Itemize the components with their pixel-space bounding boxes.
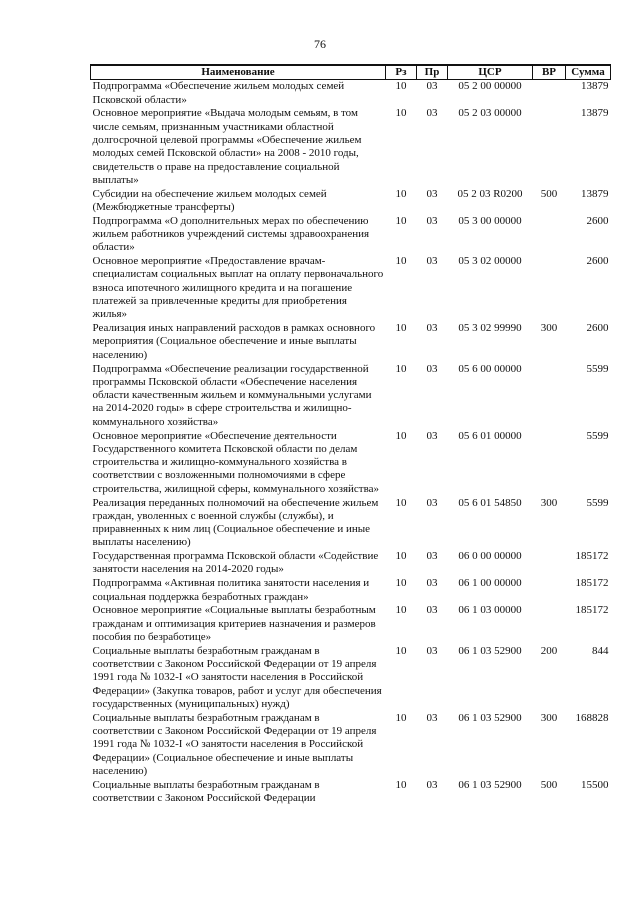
cell-csr: 05 2 03 00000 (458, 107, 522, 120)
cell-name: Социальные выплаты безработным гражданам в соответствии с Законом Российской Федерации от 19 апреля 1991 года № 1032-I «О занятости населения в Российской Федерации» (Социальное обеспечение и иные выплаты населению) (92, 711, 377, 777)
cell-sum: 2600 (586, 255, 609, 268)
cell-sum: 13879 (581, 80, 609, 93)
cell-rz: 10 (395, 496, 407, 509)
cell-rz: 10 (395, 187, 407, 200)
cell-name: Социальные выплаты безработным гражданам в соответствии с Законом Российской Федерации (92, 778, 320, 805)
cell-vr (533, 80, 566, 108)
table-row (91, 604, 611, 644)
cell-sum: 844 (592, 644, 609, 657)
cell-name: Государственная программа Псковской области «Содействие занятости населения на 2014-2020 годы» (92, 550, 379, 576)
cell-vr (533, 107, 566, 187)
cell-pr: 03 (426, 577, 438, 590)
cell-sum: 168828 (575, 711, 609, 724)
cell-rz: 10 (395, 577, 407, 590)
cell-sum: 13879 (581, 187, 609, 200)
table-row (91, 645, 611, 712)
cell-pr: 03 (426, 550, 438, 563)
cell-name: Основное мероприятие «Предоставление врачам-специалистам социальных выплат на оплату первоначального взноса ипотечного жилищного кредита и на погашение платежей за привлеченные кредиты для приобретения жилья» (92, 255, 384, 321)
cell-vr (533, 255, 566, 322)
cell-vr: 500 (540, 778, 558, 791)
cell-vr (533, 550, 566, 577)
cell-pr: 03 (426, 214, 438, 227)
cell-name: Социальные выплаты безработным гражданам в соответствии с Законом Российской Федерации от 19 апреля 1991 года № 1032-I «О занятости населения в Российской Федерации» (Закупка товаров, работ и услуг для обеспечения государственных (муниципальных) нужд) (92, 644, 382, 710)
cell-name: Реализация переданных полномочий на обеспечение жильем граждан, уволенных с военной службы (службы), и приравненных к ним лиц (Социальное обеспечение и иные выплаты населению) (92, 496, 379, 549)
cell-rz: 10 (395, 644, 407, 657)
cell-vr (533, 363, 566, 430)
cell-csr: 05 2 03 R0200 (457, 187, 523, 200)
cell-pr: 03 (426, 362, 438, 375)
cell-rz: 10 (395, 322, 407, 335)
cell-csr: 05 6 01 54850 (458, 496, 522, 509)
table-row (91, 577, 611, 604)
cell-pr: 03 (426, 604, 438, 617)
cell-csr: 05 3 00 00000 (458, 214, 522, 227)
cell-name: Основное мероприятие «Обеспечение деятельности Государственного комитета Псковской области по делам строительства и жилищно-коммунального хозяйства в соответствии с возложенными полномочиями в сфере строительства, жилищной сферы, коммунального хозяйства» (92, 429, 380, 495)
cell-vr (533, 215, 566, 255)
table-row (91, 80, 611, 108)
cell-pr: 03 (426, 429, 438, 442)
cell-sum: 5599 (586, 429, 609, 442)
header-rz: Рз (386, 65, 417, 80)
header-pr: Пр (417, 65, 448, 80)
cell-csr: 05 6 00 00000 (458, 362, 522, 375)
header-vr: ВР (533, 65, 566, 80)
cell-rz: 10 (395, 711, 407, 724)
cell-sum: 2600 (586, 322, 609, 335)
cell-csr: 06 1 00 00000 (458, 577, 522, 590)
cell-pr: 03 (426, 107, 438, 120)
table-row (91, 430, 611, 497)
cell-pr: 03 (426, 711, 438, 724)
cell-pr: 03 (426, 778, 438, 791)
cell-rz: 10 (395, 550, 407, 563)
cell-csr: 06 0 00 00000 (458, 550, 522, 563)
cell-rz: 10 (395, 107, 407, 120)
table-row (91, 363, 611, 430)
cell-vr: 300 (540, 496, 558, 509)
cell-sum: 185172 (575, 550, 609, 563)
cell-pr: 03 (426, 80, 438, 93)
cell-name: Основное мероприятие «Выдача молодым семьям, в том числе семьям, признанным участниками областной долгосрочной целевой программы «Обеспечение жильем молодых семей Псковской области» на 2008 - 2010 годы, свидетельств о праве на предоставление социальной выплаты» (92, 107, 362, 186)
cell-vr: 200 (540, 644, 558, 657)
cell-vr: 300 (540, 322, 558, 335)
table-row (91, 712, 611, 779)
cell-csr: 06 1 03 00000 (458, 604, 522, 617)
table-header-row (91, 65, 611, 80)
cell-name: Субсидии на обеспечение жильем молодых семей (Межбюджетные трансферты) (92, 187, 327, 213)
cell-pr: 03 (426, 255, 438, 268)
header-csr: ЦСР (448, 65, 533, 80)
cell-vr (533, 430, 566, 497)
cell-sum: 13879 (581, 107, 609, 120)
cell-csr: 05 3 02 00000 (458, 255, 522, 268)
table-body (91, 80, 611, 806)
cell-vr (533, 604, 566, 644)
cell-csr: 05 6 01 00000 (458, 429, 522, 442)
cell-vr (533, 577, 566, 604)
cell-rz: 10 (395, 214, 407, 227)
header-name: Наименование (91, 65, 386, 80)
table-row (91, 322, 611, 362)
table-row (91, 550, 611, 577)
cell-rz: 10 (395, 255, 407, 268)
cell-name: Подпрограмма «О дополнительных мерах по обеспечению жильем работников учреждений системы здравоохранения области» (92, 214, 370, 254)
header-sum: Сумма (566, 65, 611, 80)
cell-name: Реализация иных направлений расходов в рамках основного мероприятия (Социальное обеспечение и иные выплаты населению) (92, 322, 376, 361)
cell-pr: 03 (426, 644, 438, 657)
page-number: 76 (314, 37, 326, 51)
cell-sum: 5599 (586, 496, 609, 509)
cell-pr: 03 (426, 496, 438, 509)
table-row (91, 497, 611, 551)
table-row (91, 779, 611, 806)
cell-pr: 03 (426, 187, 438, 200)
cell-vr: 300 (540, 711, 558, 724)
cell-pr: 03 (426, 322, 438, 335)
cell-sum: 185172 (575, 604, 609, 617)
cell-name: Основное мероприятие «Социальные выплаты безработным гражданам и оптимизация критериев назначения и размеров пособия по безработице» (92, 604, 376, 643)
cell-name: Подпрограмма «Обеспечение жильем молодых семей Псковской области» (92, 80, 345, 106)
cell-rz: 10 (395, 778, 407, 791)
table-row (91, 188, 611, 215)
cell-rz: 10 (395, 604, 407, 617)
cell-csr: 06 1 03 52900 (458, 644, 522, 657)
cell-vr: 500 (540, 187, 558, 200)
cell-sum: 185172 (575, 577, 609, 590)
cell-name: Подпрограмма «Активная политика занятости населения и социальная поддержка безработных граждан» (92, 577, 370, 603)
table-row (91, 255, 611, 322)
table-row (91, 215, 611, 255)
cell-sum: 5599 (586, 362, 609, 375)
cell-csr: 05 3 02 99990 (458, 322, 522, 335)
table-row (91, 107, 611, 187)
budget-table (90, 64, 611, 806)
cell-csr: 06 1 03 52900 (458, 711, 522, 724)
cell-rz: 10 (395, 429, 407, 442)
cell-sum: 2600 (586, 214, 609, 227)
cell-rz: 10 (395, 80, 407, 93)
cell-name: Подпрограмма «Обеспечение реализации государственной программы Псковской области «Обеспечение населения области качественным жильем и коммунальными услугами на 2014-2020 годы» в сфере строительства и жилищно-коммунального хозяйства» (92, 362, 372, 428)
cell-csr: 06 1 03 52900 (458, 778, 522, 791)
cell-sum: 15500 (581, 778, 609, 791)
cell-csr: 05 2 00 00000 (458, 80, 522, 93)
cell-rz: 10 (395, 362, 407, 375)
